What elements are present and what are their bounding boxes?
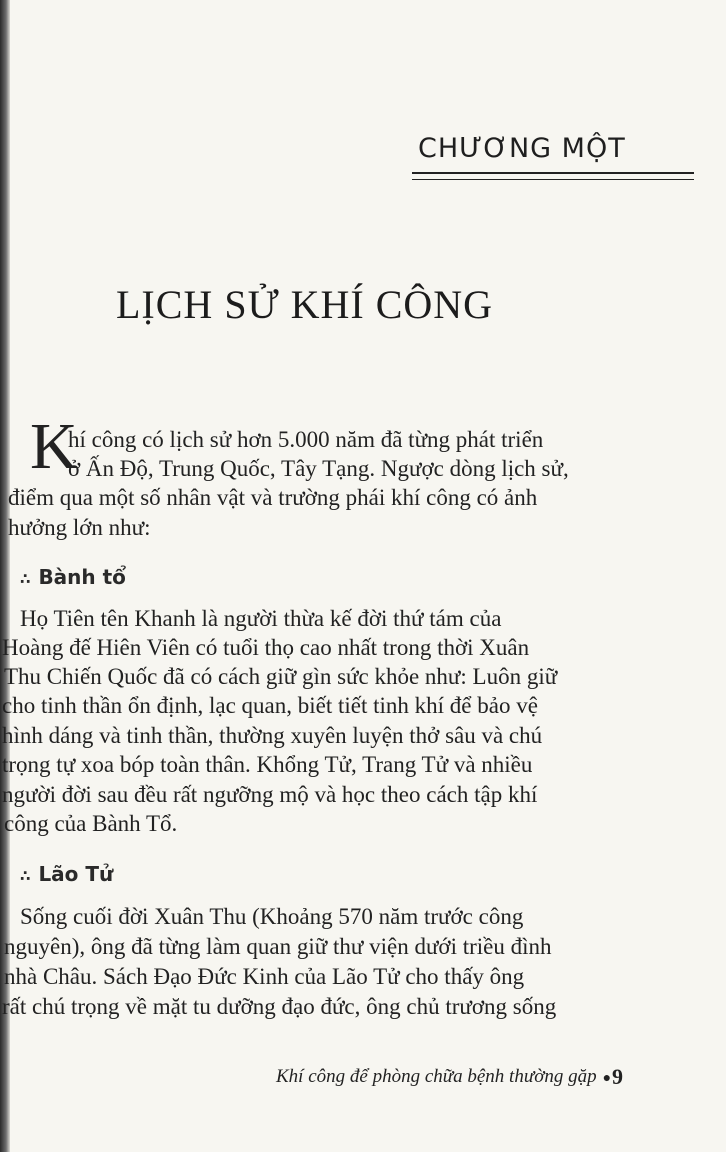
text-line: Sống cuối đời Xuân Thu (Khoảng 570 năm trước công	[20, 904, 524, 929]
section-heading-label: Bành tổ	[38, 565, 126, 589]
text-line: người đời sau đều rất ngưỡng mộ và học theo cách tập khí	[2, 782, 538, 807]
running-title: Khí công để phòng chữa bệnh thường gặp	[276, 1066, 597, 1087]
text-line: Họ Tiên tên Khanh là người thừa kế đời thứ tám của	[20, 606, 502, 631]
text-line: hí công có lịch sử hơn 5.000 năm đã từng phát triển	[68, 427, 544, 452]
text-line: Thu Chiến Quốc đã có cách giữ gìn sức khỏe như: Luôn giữ	[4, 664, 558, 689]
page-number: 9	[612, 1064, 623, 1089]
bullet-icon: ●	[602, 1071, 612, 1086]
text-line: ở Ấn Độ, Trung Quốc, Tây Tạng. Ngược dòng lịch sử,	[68, 456, 569, 481]
text-line: nguyên), ông đã từng làm quan giữ thư viện dưới triều đình	[4, 934, 552, 959]
text-line: Hoàng đế Hiên Viên có tuổi thọ cao nhất trong thời Xuân	[2, 635, 530, 660]
running-footer	[276, 1066, 611, 1088]
drop-cap: K	[30, 410, 78, 483]
text-line: nhà Châu. Sách Đạo Đức Kinh của Lão Tử cho thấy ông	[4, 964, 525, 989]
section-heading-label: Lão Tử	[38, 862, 114, 886]
triangle-dots-icon: ∴	[20, 570, 31, 588]
triangle-dots-icon: ∴	[20, 867, 31, 885]
chapter-label: CHƯƠNG MỘT	[418, 133, 626, 164]
section-heading-banh-to	[20, 565, 126, 589]
section-heading-lao-tu	[20, 862, 113, 886]
text-line: cho tinh thần ổn định, lạc quan, biết tiết tinh khí để bảo vệ	[2, 693, 538, 718]
text-line: rất chú trọng về mặt tu dưỡng đạo đức, ông chủ trương sống	[2, 994, 557, 1019]
text-line: điểm qua một số nhân vật và trường phái khí công có ảnh	[8, 485, 538, 510]
text-line: trọng tự xoa bóp toàn thân. Khổng Tử, Trang Tử và nhiều	[2, 752, 533, 777]
chapter-underline	[412, 172, 694, 180]
text-line: hình dáng và tinh thần, thường xuyên luyện thở sâu và chú	[2, 723, 543, 748]
page-title: LỊCH SỬ KHÍ CÔNG	[116, 282, 494, 327]
text-line: công của Bành Tổ.	[4, 811, 178, 836]
text-line: hưởng lớn như:	[8, 515, 151, 540]
